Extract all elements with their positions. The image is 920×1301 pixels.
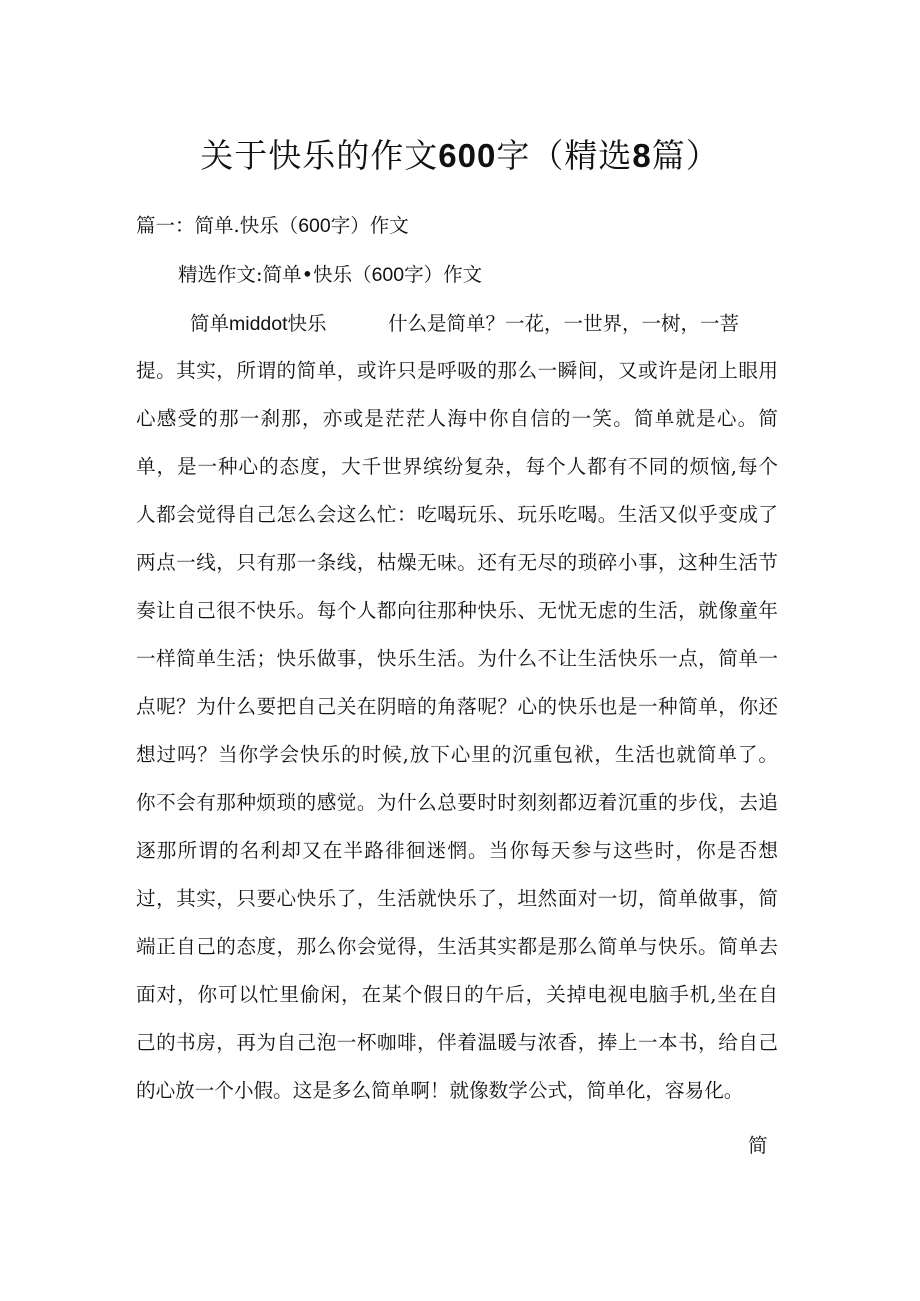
title-part-1: 关于快乐的作文 [200,136,439,175]
body-line-15: 己的书房，再为自己泡一杯咖啡，伴着温暖与浓香，捧上一本书，给自己 [136,1031,778,1054]
intro-text: 什么是简单？一花，一世界，一树，一菩 [388,312,740,335]
body-line-7: 一样简单生活；快乐做事，快乐生活。为什么不让生活快乐一点，简单一 [136,647,778,670]
body-line-12: 过，其实，只要心快乐了，生活就快乐了，坦然面对一切，简单做事，简 [136,887,778,910]
body-line-8: 点呢？为什么要把自己关在阴暗的角落呢？心的快乐也是一种简单，你还 [136,695,778,718]
body-line-1: 提。其实，所谓的简单，或许只是呼吸的那么一瞬间，又或许是闭上眼用 [136,359,778,382]
body-line-3: 单，是一种心的态度，大千世界缤纷复杂，每个人都有不同的烦恼,每个 [136,455,778,478]
title-part-4: 8 [632,137,652,174]
title-part-3: 字（精选 [496,136,633,175]
trailing-character: 简 [748,1134,768,1157]
body-line-16: 的心放一个小假。这是多么简单啊！就像数学公式，简单化，容易化。 [136,1079,744,1102]
body-line-13: 端正自己的态度，那么你会觉得，生活其实都是那么简单与快乐。简单去 [136,935,778,958]
title-part-5: 篇） [651,136,720,175]
article-subheading: 精选作文:简单•快乐（600字）作文 [178,263,483,286]
body-line-14: 面对，你可以忙里偷闲，在某个假日的午后，关掉电视电脑手机,坐在自 [136,983,778,1006]
title-part-2: 600 [438,137,497,174]
body-line-2: 心感受的那一刹那，亦或是茫茫人海中你自信的一笑。简单就是心。简 [136,407,778,430]
body-line-4: 人都会觉得自己怎么会这么忙：吃喝玩乐、玩乐吃喝。生活又似乎变成了 [136,503,778,526]
section-heading: 篇一：简单.快乐（600字）作文 [136,214,409,237]
document-title [0,132,920,180]
body-line-10: 你不会有那种烦琐的感觉。为什么总要时时刻刻都迈着沉重的步伐，去追 [136,791,778,814]
body-line-6: 奏让自己很不快乐。每个人都向往那种快乐、无忧无虑的生活，就像童年 [136,599,778,622]
body-line-11: 逐那所谓的名利却又在半路徘徊迷惘。当你每天参与这些时，你是否想 [136,839,778,862]
intro-label: 简单middot快乐 [190,312,327,335]
body-line-5: 两点一线，只有那一条线，枯燥无味。还有无尽的琐碎小事，这种生活节 [136,551,778,574]
body-line-9: 想过吗？当你学会快乐的时候,放下心里的沉重包袱，生活也就简单了。 [136,743,778,766]
